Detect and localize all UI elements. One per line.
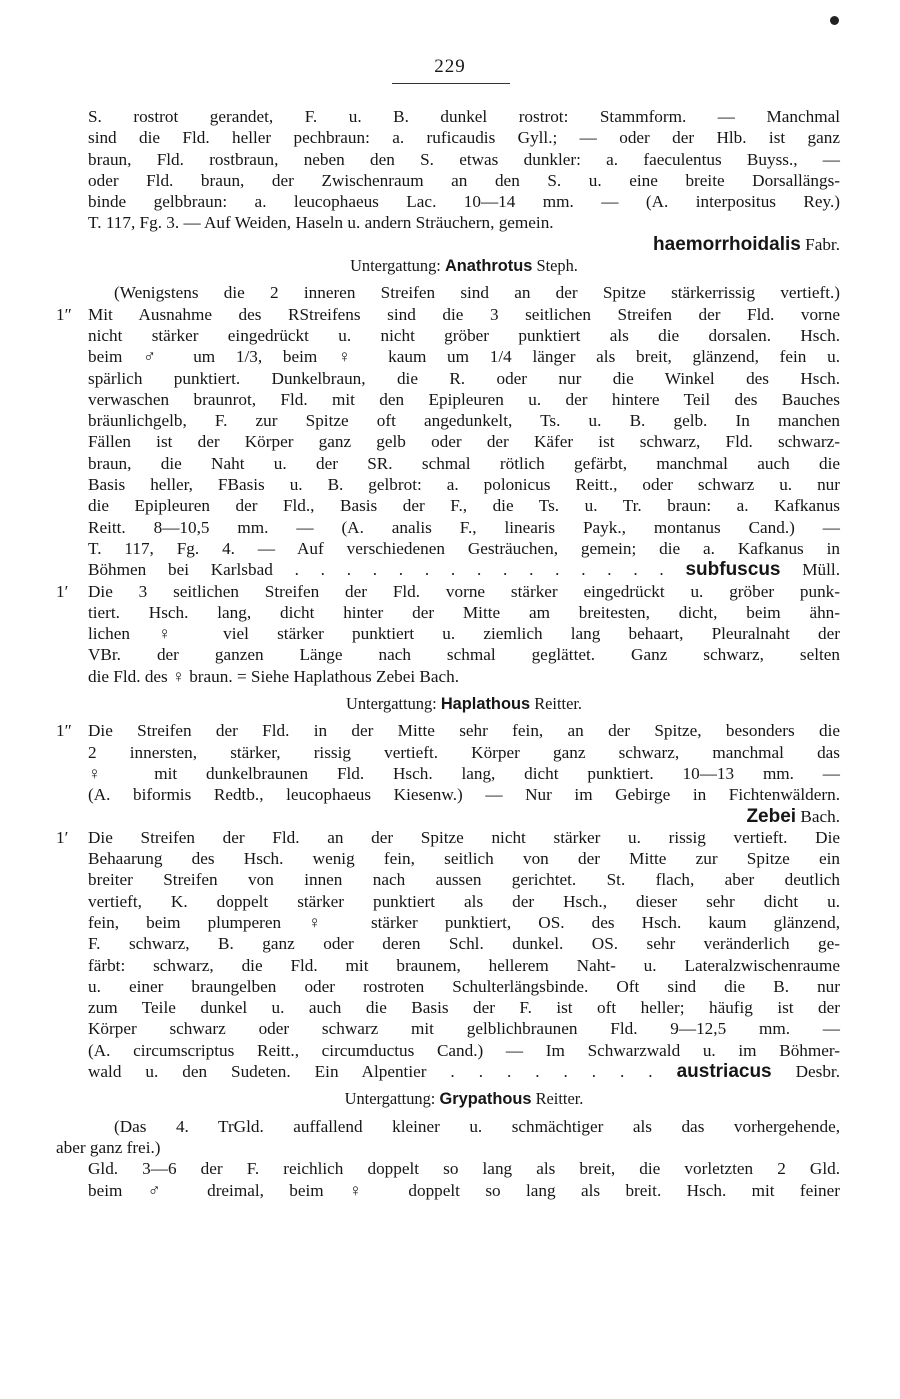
text-line [88,495,840,516]
text-line [88,517,840,538]
subgenus-heading [88,1088,840,1109]
species-author: Fabr. [805,234,840,254]
line-text: Die 3 seitlichen Streifen der Fld. vorne stärker eingedrückt u. gröber punk- [88,581,840,601]
line-text: Reitt. 8—10,5 mm. — (A. analis F., linearis Payk., montanus Cand.) — [88,517,840,537]
line-text: (A. circumscriptus Reitt., circumductus Cand.) — Im Schwarzwald u. im Böhmer- [88,1040,840,1060]
line-text: braun, die Naht u. der SR. schmal rötlich gefärbt, manchmal auch die [88,453,840,473]
text-line [88,191,840,212]
key-couplet-line [56,304,840,325]
text-line [88,474,840,495]
couplet-marker: 1″ [56,304,72,324]
print-speck [830,16,839,25]
text-line [88,784,840,805]
subgenus-heading [88,255,840,276]
line-text: Fällen ist der Körper ganz gelb oder der Käfer ist schwarz, Fld. schwarz- [88,432,840,452]
text-line [88,763,840,784]
key-couplet-line [56,720,840,741]
text-line [88,933,840,954]
text-line [88,368,840,389]
text-line [88,149,840,170]
text-line [88,912,840,933]
species-author: Müll. [802,560,840,580]
heading-prefix: Untergattung: [345,694,437,714]
species-name: subfuscus [685,559,781,581]
line-text: u. einer braungelben oder rostroten Schulterlängsbinde. Oft sind die B. nur [88,976,840,996]
text-line [88,559,840,580]
line-text: Behaarung des Hsch. wenig fein, seitlich von der Mitte zur Spitze ein [88,849,840,869]
text-line [88,848,840,869]
line-text: verwaschen braunrot, Fld. mit den Epipleuren u. der hintere Teil des Bauches [88,389,840,409]
line-text: Böhmen bei Karlsbad . . . . . . . . . . . . . . . [88,560,664,580]
line-text: lichen ♀ viel stärker punktiert u. ziemlich lang behaart, Pleuralnaht der [88,624,840,644]
genus-author: Reitter. [534,694,582,714]
line-text: beim ♂ um 1/3, beim ♀ kaum um 1/4 länger als breit, glänzend, fein u. [88,347,840,367]
line-text: T. 117, Fg. 4. — Auf verschiedenen Gesträuchen, gemein; die a. Kafkanus in [88,538,840,558]
text-line [88,1018,840,1039]
genus-author: Steph. [536,256,578,276]
line-text: binde gelbbraun: a. leucophaeus Lac. 10—14 mm. — (A. interpositus Rey.) [88,192,840,212]
text-line [88,212,840,233]
line-text: die Fld. des ♀ braun. = Siehe Haplathous Zebei Bach. [88,666,460,686]
text-line [88,1180,840,1201]
line-text: Körper schwarz oder schwarz mit gelblichbraunen Fld. 9—12,5 mm. — [88,1019,840,1039]
text-line [88,282,840,303]
species-name: haemorrhoidalis [653,233,801,255]
species-author: Bach. [800,806,840,826]
text-line [88,602,840,623]
text-line [88,389,840,410]
line-text: ♀ mit dunkelbraunen Fld. Hsch. lang, dicht punktiert. 10—13 mm. — [88,763,840,783]
line-text: nicht stärker eingedrückt u. nicht gröber punktiert als die dorsalen. Hsch. [88,325,840,345]
text-line [88,976,840,997]
text-line [88,1116,840,1137]
line-text: spärlich punktiert. Dunkelbraun, die R. oder nur die Winkel des Hsch. [88,368,840,388]
line-text: zum Teile dunkel u. auch die Basis der F. ist oft heller; häufig ist der [88,998,840,1018]
couplet-marker: 1′ [56,581,69,601]
text-line [88,234,840,255]
heading-prefix: Untergattung: [350,256,441,276]
line-text: Gld. 3—6 der F. reichlich doppelt so lang als breit, die vorletzten 2 Gld. [88,1159,840,1179]
line-text: T. 117, Fg. 3. — Auf Weiden, Haseln u. andern Sträuchern, gemein. [88,213,554,233]
text-line [88,623,840,644]
line-text: beim ♂ dreimal, beim ♀ doppelt so lang als breit. Hsch. mit feiner [88,1180,840,1200]
line-text: wald u. den Sudeten. Ein Alpentier . . . . . . . . [88,1062,653,1082]
text-line [88,453,840,474]
line-text: (Wenigstens die 2 inneren Streifen sind an der Spitze stärkerrissig vertieft.) [114,283,840,303]
line-text: breiter Streifen von innen nach aussen gerichtet. St. flach, aber deutlich [88,870,840,890]
text-line [88,891,840,912]
line-text: Basis heller, FBasis u. B. gelbrot: a. polonicus Reitt., oder schwarz u. nur [88,475,840,495]
line-text: bräunlichgelb, F. zur Spitze oft angedunkelt, Ts. u. B. gelb. In manchen [88,411,840,431]
text-line [88,644,840,665]
key-couplet-line [56,827,840,848]
text-line [88,127,840,148]
text-line [88,410,840,431]
genus-name: Grypathous [439,1090,532,1109]
text-line [88,431,840,452]
line-text: 2 innersten, stärker, rissig vertieft. Körper ganz schwarz, manchmal das [88,742,840,762]
text-line [88,869,840,890]
text-line [88,742,840,763]
key-couplet-line [56,581,840,602]
text-line [88,1040,840,1061]
heading-prefix: Untergattung: [344,1089,436,1109]
couplet-marker: 1″ [56,721,72,741]
text-line [88,1158,840,1179]
text-line [88,106,840,127]
line-text: aber ganz frei.) [56,1137,161,1157]
text-line [88,997,840,1018]
page-number: 229 [434,56,466,77]
line-text: VBr. der ganzen Länge nach schmal geglättet. Ganz schwarz, selten [88,645,840,665]
genus-name: Anathrotus [444,257,533,276]
line-text: F. schwarz, B. ganz oder deren Schl. dunkel. OS. sehr veränderlich ge- [88,934,840,954]
subgenus-heading [88,693,840,714]
text-line [88,538,840,559]
line-text: Mit Ausnahme des RStreifens sind die 3 seitlichen Streifen der Fld. vorne [88,304,840,324]
line-text: (Das 4. TrGld. auffallend kleiner u. schmächtiger als das vorhergehende, [114,1116,840,1136]
line-text: (A. biformis Redtb., leucophaeus Kiesenw.) — Nur im Gebirge in Fichtenwäldern. [88,785,840,805]
line-text: S. rostrot gerandet, F. u. B. dunkel rostrot: Stammform. — Manchmal [88,107,840,126]
genus-author: Reitter. [535,1089,584,1109]
text-line [88,170,840,191]
couplet-marker: 1′ [56,827,69,847]
line-text: färbt: schwarz, die Fld. mit braunem, hellerem Naht- u. Lateralzwischenraume [88,955,840,975]
text-line [88,325,840,346]
line-text: tiert. Hsch. lang, dicht hinter der Mitte am breitesten, dicht, beim ähn- [88,602,840,622]
text-line [88,806,840,827]
line-text: Die Streifen der Fld. in der Mitte sehr fein, an der Spitze, besonders die [88,721,840,741]
line-text: Die Streifen der Fld. an der Spitze nicht stärker u. rissig vertieft. Die [88,827,840,847]
line-text: braun, Fld. rostbraun, neben den S. etwas dunkler: a. faeculentus Buyss., — [88,149,840,169]
header-rule [392,83,510,84]
species-name: austriacus [676,1061,772,1083]
line-text: oder Fld. braun, der Zwischenraum an den S. u. eine breite Dorsallängs- [88,170,840,190]
text-body [56,106,841,1201]
text-line [88,346,840,367]
genus-name: Haplathous [440,695,531,714]
text-line [88,1061,840,1082]
line-text: sind die Fld. heller pechbraun: a. ruficaudis Gyll.; — oder der Hlb. ist ganz [88,128,840,148]
text-line [88,666,840,687]
line-text: vertieft, K. doppelt stärker punktiert als der Hsch., dieser sehr dicht u. [88,891,840,911]
species-name: Zebei [746,805,797,827]
text-line [56,1137,840,1158]
line-text: fein, beim plumperen ♀ stärker punktiert, OS. des Hsch. kaum glänzend, [88,912,840,932]
text-line [88,955,840,976]
line-text: die Epipleuren der Fld., Basis der F., die Ts. u. Tr. braun: a. Kafkanus [88,496,840,516]
species-author: Desbr. [795,1062,841,1082]
